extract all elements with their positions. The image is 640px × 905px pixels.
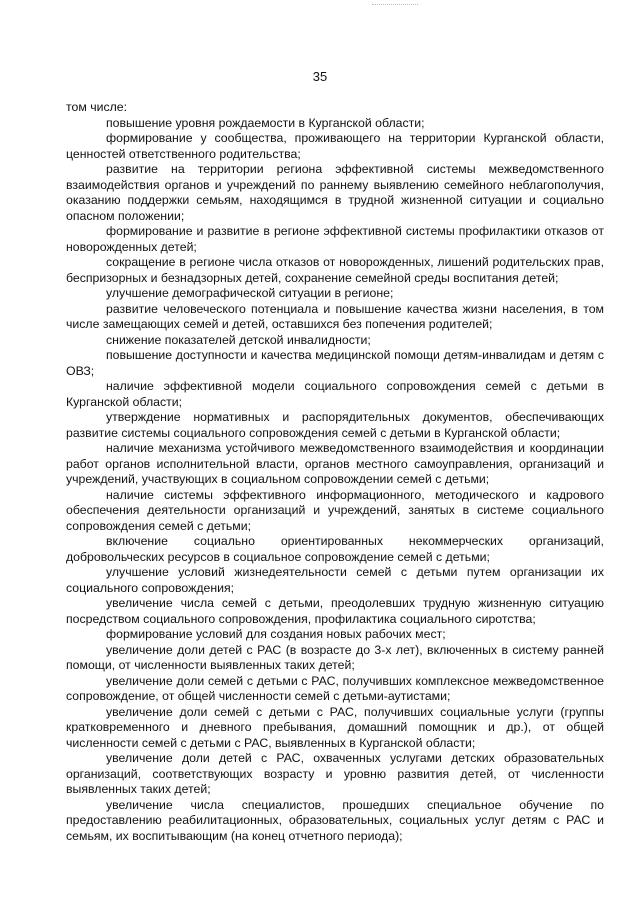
paragraph: развитие человеческого потенциала и повышение качества жизни населения, в том числе замещающих семей и детей, оставшихся без попечения родителей; bbox=[66, 301, 604, 331]
paragraph: включение социально ориентированных некоммерческих организаций, добровольческих ресурсов в социальное сопровождение семей с детьми; bbox=[66, 534, 604, 564]
scan-mark bbox=[372, 4, 418, 5]
paragraph: наличие эффективной модели социального сопровождения семей с детьми в Курганской области; bbox=[66, 379, 604, 409]
paragraph: увеличение числа специалистов, прошедших специальное обучение по предоставлению реабилитационных, образовательных, социальных услуг детям с РАС и семьям, их воспитывающим (на конец отчетного периода); bbox=[66, 797, 604, 843]
paragraph: формирование условий для создания новых рабочих мест; bbox=[106, 627, 446, 641]
paragraph: формирование у сообщества, проживающего на территории Курганской области, ценностей ответственного родительства; bbox=[66, 131, 604, 161]
paragraph: улучшение условий жизнедеятельности семей с детьми путем организации их социального сопровождения; bbox=[66, 565, 604, 595]
paragraph: снижение показателей детской инвалидности; bbox=[106, 332, 371, 347]
paragraph: наличие механизма устойчивого межведомственного взаимодействия и координации работ органов исполнительной власти, органов местного самоуправления, организаций и учреждений, участвующих в социальном сопровождении семей с детьми; bbox=[66, 441, 604, 486]
paragraph: увеличение доли семей с детьми с РАС, получивших комплексное межведомственное сопровождение, от общей численности семей с детьми-аутистами; bbox=[66, 673, 604, 703]
paragraph: повышение доступности и качества медицинской помощи детям-инвалидам и детям с ОВЗ; bbox=[66, 348, 604, 378]
paragraph: улучшение демографической ситуации в регионе; bbox=[106, 286, 394, 300]
paragraph: повышение уровня рождаемости в Курганской области; bbox=[106, 115, 425, 130]
page-number: 35 bbox=[312, 69, 328, 84]
paragraph: увеличение доли семей с детьми с РАС, получивших социальные услуги (группы кратковременного и дневного пребывания, домашний помощник и др.), от общей численности семей с детьми с РАС, выявленных в Курганской области; bbox=[66, 704, 604, 750]
paragraph: увеличение числа семей с детьми, преодолевших трудную жизненную ситуацию посредством социального сопровождения, профилактика социального сиротства; bbox=[66, 596, 604, 626]
paragraph: утверждение нормативных и распорядительных документов, обеспечивающих развитие системы социального сопровождения семей с детьми в Курганской области; bbox=[66, 410, 604, 440]
paragraph: формирование и развитие в регионе эффективной системы профилактики отказов от новорожденных детей; bbox=[66, 224, 604, 254]
paragraph: увеличение доли детей с РАС (в возрасте до 3-х лет), включенных в систему ранней помощи, от численности выявленных таких детей; bbox=[66, 642, 604, 672]
paragraph: увеличение доли детей с РАС, охваченных услугами детских образовательных организаций, соответствующих возрасту и уровню развития детей, от численности выявленных таких детей; bbox=[66, 751, 604, 796]
paragraph: том числе: bbox=[66, 100, 128, 114]
paragraph: сокращение в регионе числа отказов от новорожденных, лишений родительских прав, беспризорных и безнадзорных детей, сохранение семейной среды воспитания детей; bbox=[66, 255, 604, 285]
paragraph: развитие на территории региона эффективной системы межведомственного взаимодействия органов и учреждений по раннему выявлению семейного неблагополучия, оказанию поддержки семьям, находящимся в трудной жизненной ситуации и социально опасном положении; bbox=[66, 162, 604, 223]
document-body bbox=[66, 100, 604, 844]
paragraph: наличие системы эффективного информационного, методического и кадрового обеспечения деятельности организаций и учреждений, занятых в системе социального сопровождения семей с детьми; bbox=[66, 487, 604, 533]
